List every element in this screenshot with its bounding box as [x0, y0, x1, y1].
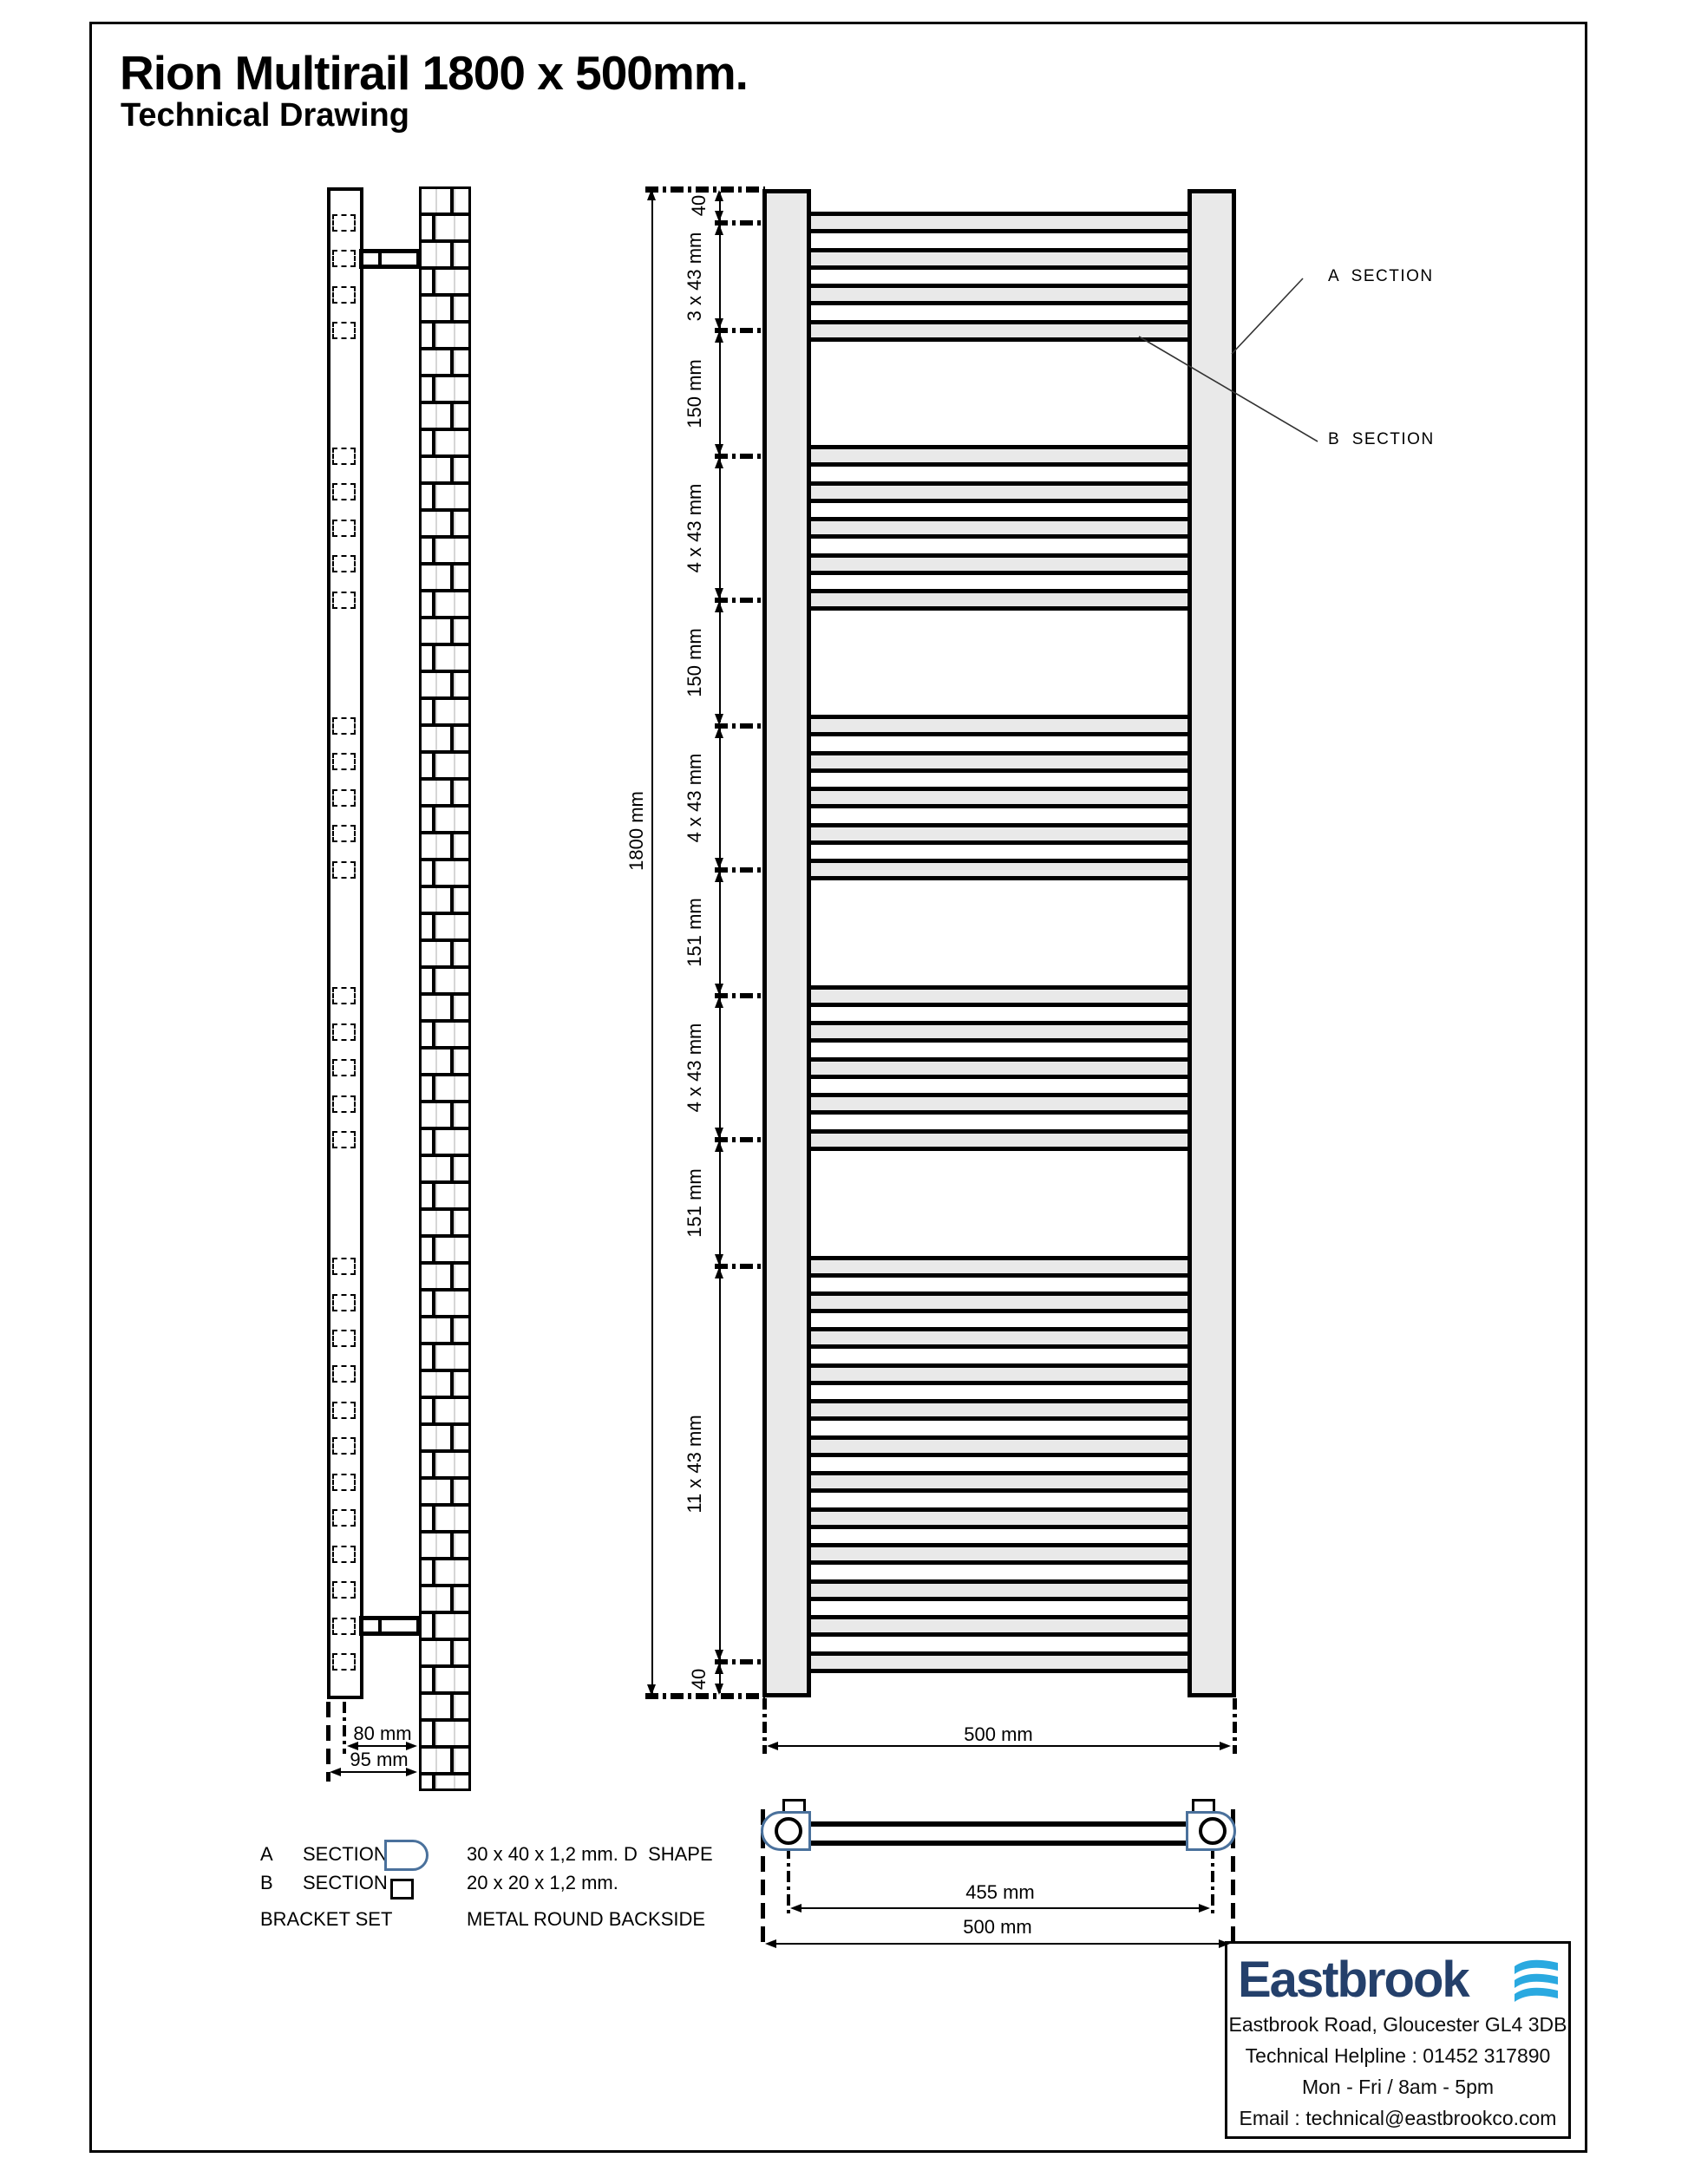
rail [805, 1651, 1194, 1673]
legend-section-b-word: SECTION [303, 1872, 388, 1893]
wall-brick-joint [450, 1695, 454, 1718]
brand-address: Eastbrook Road, Gloucester GL4 3DB [1228, 2013, 1567, 2036]
wall-brick-row [422, 1372, 468, 1399]
wall-brick-joint [450, 1480, 454, 1503]
wall-brick-joint [450, 566, 454, 589]
eastbrook-wave-icon [1513, 1956, 1560, 2007]
wall-brick-row [422, 1023, 468, 1049]
legend-bracket-set-desc: METAL ROUND BACKSIDE [467, 1908, 706, 1930]
brand-info-box [1225, 1941, 1571, 2139]
dimension-segment-line [719, 226, 721, 329]
wall-brick-row [422, 324, 468, 350]
wall-brick-joint [432, 1775, 435, 1791]
wall-brick-row [422, 1641, 468, 1668]
wall-brick-joint [432, 216, 435, 239]
dimension-arrow-up [715, 1141, 723, 1152]
rail [805, 589, 1194, 611]
wall-brick-joint [450, 619, 454, 643]
dimension-segment-line [719, 1142, 721, 1264]
section-b-callout: B SECTION [1328, 430, 1435, 448]
dimension-boundary-marker [645, 1693, 765, 1699]
wall-brick-joint [450, 297, 454, 320]
wall-brick-row [422, 673, 468, 700]
dimension-arrow-up [715, 190, 723, 201]
wall-brick-row [422, 1291, 468, 1318]
wall-brick-joint [432, 324, 435, 347]
wall-brick-joint [432, 1345, 435, 1369]
side-rail-section-square [332, 1546, 356, 1563]
wall-brick-row [422, 1426, 468, 1453]
wall-brick-joint [432, 1130, 435, 1154]
overall-height-arrow-up [647, 189, 656, 200]
front-view-left-tube [762, 189, 811, 1697]
rail [805, 1057, 1194, 1079]
rail [805, 1579, 1194, 1601]
side-rail-section-square [332, 1023, 356, 1041]
wall-brick-joint [450, 189, 454, 213]
rail [805, 1093, 1194, 1115]
wall-brick-joint [432, 1076, 435, 1100]
wall-brick-row [422, 404, 468, 431]
wall-brick-row [422, 1049, 468, 1076]
rail [805, 751, 1194, 773]
wall-brick-row [422, 1560, 468, 1587]
legend-section-b-desc: 20 x 20 x 1,2 mm. [467, 1872, 618, 1893]
legend-section-a-desc: 30 x 40 x 1,2 mm. D SHAPE [467, 1843, 713, 1865]
side-rail-section-square [332, 1437, 356, 1455]
dimension-segment-label: 150 mm [684, 628, 705, 697]
wall-brick-joint [450, 404, 454, 428]
legend-section-b-key: B [260, 1872, 273, 1893]
front-width-dimension-label: 500 mm [964, 1723, 1033, 1745]
front-width-extension-line [1233, 1698, 1237, 1754]
bottom-view-left-tapping [775, 1817, 802, 1845]
square-icon [390, 1879, 414, 1900]
side-view-brick-wall [419, 186, 471, 1791]
wall-brick-row [422, 808, 468, 834]
wall-brick-joint [450, 1372, 454, 1396]
dimension-segment-line [719, 873, 721, 994]
rail [805, 212, 1194, 233]
dimension-arrow-down [715, 211, 723, 222]
wall-brick-row [422, 189, 468, 216]
overall-height-arrow-down [647, 1684, 656, 1696]
dimension-arrow-up [715, 1663, 723, 1674]
wall-brick-joint [450, 781, 454, 804]
side-rail-section-square [332, 825, 356, 842]
wall-bracket-divider [378, 1620, 382, 1631]
wall-brick-joint [450, 512, 454, 535]
rail [805, 1507, 1194, 1529]
bottom-overall-dimension-arrow-left [765, 1939, 776, 1948]
wall-brick-joint [432, 1507, 435, 1530]
wall-brick-row [422, 861, 468, 888]
wall-brick-joint [432, 431, 435, 454]
dimension-segment-label: 150 mm [684, 358, 705, 428]
rail [805, 1363, 1194, 1385]
side-view-radiator-profile [327, 187, 363, 1699]
wall-brick-row [422, 377, 468, 404]
side-rail-section-square [332, 286, 356, 304]
dimension-arrow-up [715, 457, 723, 468]
side-rail-section-square [332, 1402, 356, 1419]
rail [805, 859, 1194, 880]
wall-bracket [359, 1616, 421, 1636]
bottom-overall-width-dimension-label: 500 mm [963, 1916, 1032, 1938]
wall-brick-joint [432, 969, 435, 992]
dimension-arrow-down [715, 1684, 723, 1695]
legend-section-a-word: SECTION [303, 1843, 388, 1865]
wall-to-center-dimension-label: 80 mm [353, 1723, 412, 1744]
wall-brick-row [422, 969, 468, 996]
wall-brick-joint [432, 1184, 435, 1207]
dimension-arrow-down [715, 444, 723, 455]
dimension-segment-label: 4 x 43 mm [684, 1023, 705, 1113]
dimension-arrow-up [715, 997, 723, 1008]
side-rail-section-square [332, 322, 356, 339]
wall-brick-joint [432, 592, 435, 616]
rail [805, 284, 1194, 305]
wall-brick-row [422, 458, 468, 485]
wall-brick-joint [432, 539, 435, 562]
rail [805, 1543, 1194, 1565]
side-rail-section-square [332, 789, 356, 807]
dimension-arrow-down [715, 1254, 723, 1265]
rail [805, 1256, 1194, 1278]
overall-height-dimension-label: 1800 mm [625, 791, 647, 871]
bottom-overall-dimension-line [768, 1943, 1227, 1945]
wall-to-face-dimension-arrow-left [330, 1768, 341, 1776]
wall-brick-row [422, 781, 468, 808]
rail [805, 1021, 1194, 1043]
rail [805, 985, 1194, 1007]
wall-brick-joint [432, 377, 435, 401]
side-rail-section-square [332, 555, 356, 572]
wall-brick-row [422, 1695, 468, 1722]
wall-brick-row [422, 512, 468, 539]
wall-brick-joint [432, 485, 435, 508]
wall-brick-joint [432, 1291, 435, 1315]
side-rail-section-square [332, 250, 356, 267]
dimension-segment-line [719, 459, 721, 598]
rail [805, 481, 1194, 503]
dimension-arrow-up [715, 331, 723, 343]
rail [805, 1291, 1194, 1313]
side-rail-section-square [332, 1258, 356, 1275]
pitch-extension-line [1211, 1847, 1214, 1915]
wall-brick-joint [450, 1533, 454, 1557]
wall-brick-joint [432, 1614, 435, 1638]
wall-brick-joint [450, 1157, 454, 1180]
side-rail-section-square [332, 987, 356, 1004]
wall-brick-row [422, 1453, 468, 1480]
brand-helpline: Technical Helpline : 01452 317890 [1245, 2044, 1551, 2067]
side-rail-section-square [332, 1653, 356, 1671]
side-centerline-extension-line [343, 1702, 346, 1754]
brand-email: Email : technical@eastbrookco.com [1239, 2107, 1557, 2129]
wall-brick-row [422, 915, 468, 942]
brand-logo-row [1227, 1951, 1568, 2008]
dimension-segment-label: 151 mm [684, 1168, 705, 1238]
wall-brick-row [422, 539, 468, 566]
wall-brick-row [422, 619, 468, 646]
wall-brick-joint [432, 808, 435, 831]
rail [805, 1435, 1194, 1457]
wall-brick-row [422, 1318, 468, 1345]
rail [805, 787, 1194, 808]
wall-brick-row [422, 1749, 468, 1775]
side-rail-section-square [332, 1131, 356, 1148]
rail [805, 517, 1194, 539]
wall-brick-row [422, 1480, 468, 1507]
wall-brick-joint [432, 1023, 435, 1046]
wall-brick-row [422, 1775, 468, 1791]
wall-brick-row [422, 243, 468, 270]
wall-bracket-divider [378, 253, 382, 265]
wall-brick-row [422, 646, 468, 673]
dimension-arrow-down [715, 1128, 723, 1139]
pitch-dimension-line [793, 1907, 1207, 1909]
side-rail-section-square [332, 1330, 356, 1347]
front-width-dimension-arrow-left [767, 1742, 778, 1750]
dimension-arrow-up [715, 871, 723, 882]
wall-brick-row [422, 700, 468, 727]
wall-brick-row [422, 888, 468, 915]
wall-brick-row [422, 485, 468, 512]
rail [805, 320, 1194, 342]
dimension-segment-line [719, 603, 721, 723]
wall-brick-row [422, 431, 468, 458]
dimension-arrow-down [715, 984, 723, 995]
bottom-view-right-tapping [1199, 1817, 1227, 1845]
dimension-segment-label: 4 x 43 mm [684, 753, 705, 842]
dimension-segment-line [719, 729, 721, 867]
wall-brick-joint [432, 1399, 435, 1422]
wall-brick-joint [432, 1238, 435, 1261]
front-width-dimension-arrow-right [1220, 1742, 1231, 1750]
side-rail-section-square [332, 520, 356, 537]
wall-brick-row [422, 592, 468, 619]
rail [805, 1471, 1194, 1493]
wall-brick-joint [450, 1103, 454, 1127]
wall-brick-joint [432, 1668, 435, 1691]
side-rail-section-square [332, 1365, 356, 1383]
side-rail-section-square [332, 717, 356, 735]
wall-brick-joint [450, 350, 454, 374]
brand-logo-text: Eastbrook [1238, 1952, 1469, 2008]
wall-brick-joint [432, 270, 435, 293]
dimension-segment-line [719, 998, 721, 1137]
side-rail-section-square [332, 1581, 356, 1599]
rail [805, 1327, 1194, 1349]
dimension-arrow-down [715, 1650, 723, 1661]
wall-brick-row [422, 270, 468, 297]
wall-brick-row [422, 996, 468, 1023]
wall-to-center-dimension-line [350, 1745, 415, 1747]
wall-brick-row [422, 1507, 468, 1533]
rail [805, 715, 1194, 736]
side-rail-section-square [332, 448, 356, 465]
wall-brick-row [422, 1103, 468, 1130]
wall-brick-joint [432, 861, 435, 885]
wall-to-face-dimension-line [332, 1771, 415, 1773]
wall-brick-joint [450, 1318, 454, 1342]
dimension-segment-label: 40 [688, 1668, 710, 1690]
wall-brick-joint [450, 673, 454, 696]
dimension-arrow-down [715, 318, 723, 330]
legend-bracket-set-label: BRACKET SET [260, 1908, 393, 1930]
overall-height-line [651, 193, 653, 1693]
side-rail-section-square [332, 592, 356, 609]
front-view-right-tube [1187, 189, 1236, 1697]
rail [805, 553, 1194, 575]
rail [805, 445, 1194, 467]
side-rail-section-square [332, 1059, 356, 1076]
wall-brick-joint [450, 1426, 454, 1449]
wall-brick-row [422, 1157, 468, 1184]
wall-brick-joint [450, 834, 454, 858]
legend-section-a-key: A [260, 1843, 273, 1865]
wall-brick-joint [450, 1211, 454, 1234]
dimension-arrow-up [715, 601, 723, 612]
dimension-arrow-down [715, 714, 723, 725]
wall-brick-row [422, 1265, 468, 1291]
side-rail-section-square [332, 214, 356, 232]
wall-brick-joint [432, 646, 435, 670]
wall-brick-joint [432, 754, 435, 777]
wall-brick-joint [432, 915, 435, 938]
wall-brick-row [422, 1345, 468, 1372]
wall-brick-joint [432, 1722, 435, 1745]
wall-to-face-dimension-label: 95 mm [350, 1749, 409, 1770]
wall-brick-row [422, 1184, 468, 1211]
rail [805, 823, 1194, 845]
dimension-segment-label: 4 x 43 mm [684, 483, 705, 573]
wall-brick-row [422, 1076, 468, 1103]
wall-brick-row [422, 1211, 468, 1238]
rail [805, 1129, 1194, 1151]
wall-brick-joint [450, 727, 454, 750]
side-rail-section-square [332, 1474, 356, 1491]
bottom-view-rail [807, 1821, 1190, 1846]
wall-brick-joint [450, 996, 454, 1019]
wall-brick-joint [450, 1265, 454, 1288]
wall-brick-row [422, 1399, 468, 1426]
rail [805, 1615, 1194, 1637]
wall-brick-joint [450, 1049, 454, 1073]
wall-brick-joint [432, 1453, 435, 1476]
wall-brick-joint [450, 458, 454, 481]
rail [805, 248, 1194, 270]
wall-brick-row [422, 834, 468, 861]
dimension-arrow-down [715, 588, 723, 599]
wall-brick-row [422, 350, 468, 377]
wall-brick-joint [432, 700, 435, 723]
rail [805, 1399, 1194, 1421]
wall-brick-row [422, 942, 468, 969]
wall-brick-row [422, 727, 468, 754]
wall-brick-row [422, 1722, 468, 1749]
wall-brick-joint [450, 243, 454, 266]
wall-brick-row [422, 754, 468, 781]
wall-brick-row [422, 297, 468, 324]
wall-brick-row [422, 1238, 468, 1265]
dimension-arrow-up [715, 727, 723, 738]
tapping-pitch-dimension-label: 455 mm [965, 1881, 1035, 1903]
page-subtitle: Technical Drawing [121, 97, 409, 134]
dimension-segment-label: 11 x 43 mm [684, 1415, 705, 1514]
dimension-segment-line [719, 333, 721, 454]
side-rail-section-square [332, 753, 356, 770]
wall-brick-joint [450, 942, 454, 965]
wall-brick-row [422, 1614, 468, 1641]
wall-brick-row [422, 566, 468, 592]
wall-brick-row [422, 1668, 468, 1695]
wall-brick-row [422, 1130, 468, 1157]
dimension-segment-label: 3 x 43 mm [684, 232, 705, 322]
wall-bracket [359, 249, 421, 269]
side-rail-section-square [332, 483, 356, 500]
page-title: Rion Multirail 1800 x 500mm. [120, 46, 748, 100]
dimension-boundary-marker [645, 186, 765, 193]
dimension-arrow-up [715, 224, 723, 235]
side-rail-section-square [332, 861, 356, 879]
dimension-segment-label: 151 mm [684, 898, 705, 968]
wall-brick-joint [450, 888, 454, 912]
dimension-arrow-down [715, 858, 723, 869]
wall-brick-joint [432, 1560, 435, 1584]
dimension-segment-label: 40 [688, 195, 710, 217]
dimension-segment-line [719, 1269, 721, 1659]
wall-brick-joint [450, 1587, 454, 1611]
wall-brick-row [422, 1533, 468, 1560]
pitch-dimension-arrow-left [790, 1904, 801, 1913]
brand-hours: Mon - Fri / 8am - 5pm [1301, 2076, 1495, 2098]
side-rail-section-square [332, 1618, 356, 1635]
wall-brick-joint [450, 1749, 454, 1772]
side-rail-section-square [332, 1294, 356, 1311]
dimension-arrow-up [715, 1267, 723, 1278]
side-rail-section-square [332, 1095, 356, 1113]
wall-brick-row [422, 216, 468, 243]
wall-brick-joint [450, 1641, 454, 1664]
side-rail-section-square [332, 1509, 356, 1527]
d-shape-icon [384, 1840, 429, 1871]
pitch-dimension-arrow-right [1199, 1904, 1210, 1913]
section-a-callout: A SECTION [1328, 267, 1434, 285]
wall-brick-row [422, 1587, 468, 1614]
